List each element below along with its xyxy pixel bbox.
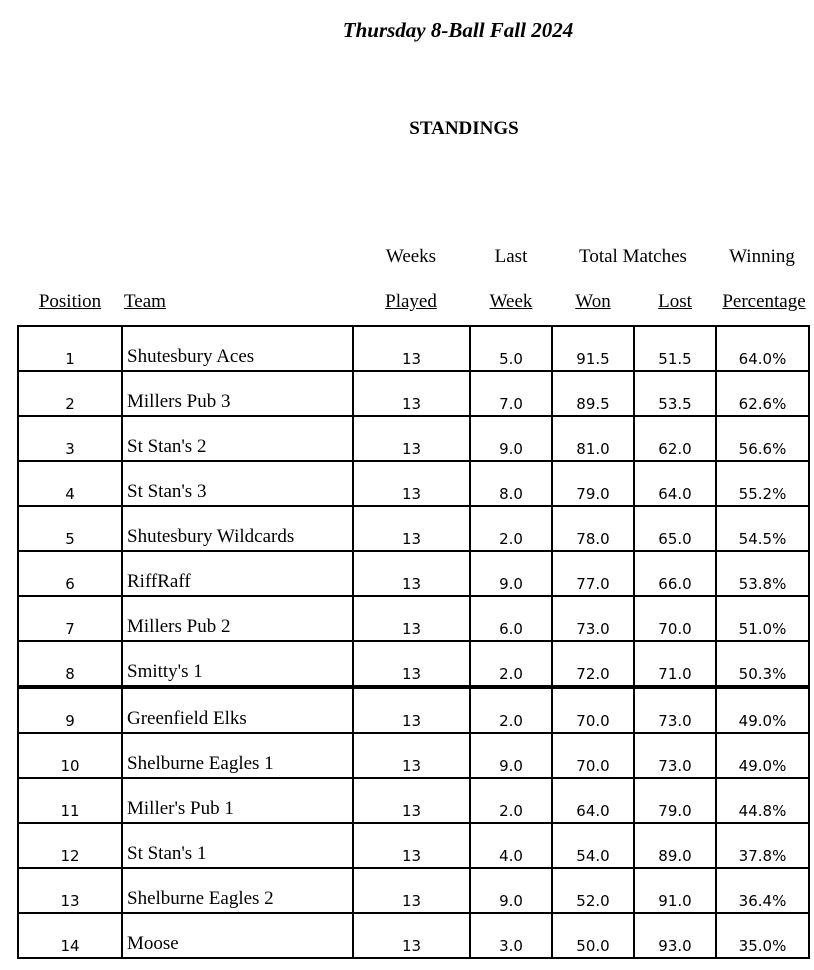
standings-heading: STANDINGS <box>409 118 519 139</box>
lost-cell: 71.0 <box>634 641 716 687</box>
page-title: Thursday 8-Ball Fall 2024 <box>342 18 574 42</box>
table-row <box>18 641 809 687</box>
percentage-cell: 36.4% <box>716 868 809 913</box>
position-cell: 4 <box>18 461 122 506</box>
won-cell: 52.0 <box>552 868 634 913</box>
total-matches-header: Total Matches <box>579 246 687 267</box>
won-cell: 64.0 <box>552 778 634 823</box>
last-header-top: Last <box>494 246 528 267</box>
percentage-cell: 53.8% <box>716 551 809 596</box>
percentage-cell: 35.0% <box>716 913 809 958</box>
position-cell: 11 <box>18 778 122 823</box>
lost-cell: 66.0 <box>634 551 716 596</box>
last-week-cell: 5.0 <box>470 326 552 371</box>
last-week-cell: 2.0 <box>470 506 552 551</box>
percentage-cell: 62.6% <box>716 371 809 416</box>
position-cell: 6 <box>18 551 122 596</box>
percentage-cell: 50.3% <box>716 641 809 687</box>
won-cell: 89.5 <box>552 371 634 416</box>
team-cell: Shutesbury Aces <box>122 326 353 371</box>
team-cell: St Stan's 1 <box>122 823 353 868</box>
table-row <box>18 416 809 461</box>
weeks-played-cell: 13 <box>353 733 470 778</box>
table-row <box>18 823 809 868</box>
last-week-cell: 6.0 <box>470 596 552 641</box>
percentage-cell: 55.2% <box>716 461 809 506</box>
table-row <box>18 371 809 416</box>
won-header: Won <box>575 291 611 312</box>
team-cell: Millers Pub 3 <box>122 371 353 416</box>
winning-header-top: Winning <box>729 246 795 267</box>
lost-cell: 53.5 <box>634 371 716 416</box>
team-cell: Shelburne Eagles 1 <box>122 733 353 778</box>
won-cell: 50.0 <box>552 913 634 958</box>
lost-cell: 70.0 <box>634 596 716 641</box>
lost-cell: 64.0 <box>634 461 716 506</box>
team-cell: Smitty's 1 <box>122 641 353 687</box>
lost-cell: 65.0 <box>634 506 716 551</box>
table-row <box>18 778 809 823</box>
weeks-played-cell: 13 <box>353 416 470 461</box>
position-cell: 13 <box>18 868 122 913</box>
position-cell: 2 <box>18 371 122 416</box>
last-week-cell: 8.0 <box>470 461 552 506</box>
won-cell: 81.0 <box>552 416 634 461</box>
position-header: Position <box>38 291 102 312</box>
position-cell: 10 <box>18 733 122 778</box>
table-row <box>18 913 809 958</box>
last-week-cell: 2.0 <box>470 778 552 823</box>
lost-cell: 93.0 <box>634 913 716 958</box>
percentage-cell: 64.0% <box>716 326 809 371</box>
team-cell: Moose <box>122 913 353 958</box>
last-week-cell: 7.0 <box>470 371 552 416</box>
table-row <box>18 687 809 733</box>
weeks-played-cell: 13 <box>353 596 470 641</box>
weeks-played-cell: 13 <box>353 326 470 371</box>
weeks-played-cell: 13 <box>353 641 470 687</box>
percentage-cell: 51.0% <box>716 596 809 641</box>
last-week-cell: 2.0 <box>470 641 552 687</box>
position-cell: 14 <box>18 913 122 958</box>
won-cell: 72.0 <box>552 641 634 687</box>
team-cell: St Stan's 2 <box>122 416 353 461</box>
table-row <box>18 461 809 506</box>
team-cell: Shutesbury Wildcards <box>122 506 353 551</box>
percentage-header: Percentage <box>722 291 806 312</box>
table-row <box>18 868 809 913</box>
weeks-played-cell: 13 <box>353 551 470 596</box>
weeks-played-cell: 13 <box>353 823 470 868</box>
team-cell: Greenfield Elks <box>122 687 353 733</box>
percentage-cell: 49.0% <box>716 687 809 733</box>
weeks-played-cell: 13 <box>353 506 470 551</box>
lost-cell: 79.0 <box>634 778 716 823</box>
table-row <box>18 733 809 778</box>
position-cell: 8 <box>18 641 122 687</box>
team-header: Team <box>124 291 166 312</box>
weeks-header-top: Weeks <box>385 246 437 267</box>
won-cell: 91.5 <box>552 326 634 371</box>
table-row <box>18 506 809 551</box>
table-row <box>18 596 809 641</box>
position-cell: 7 <box>18 596 122 641</box>
lost-header: Lost <box>658 291 692 312</box>
team-cell: Miller's Pub 1 <box>122 778 353 823</box>
team-cell: RiffRaff <box>122 551 353 596</box>
position-cell: 12 <box>18 823 122 868</box>
lost-cell: 51.5 <box>634 326 716 371</box>
percentage-cell: 44.8% <box>716 778 809 823</box>
team-cell: St Stan's 3 <box>122 461 353 506</box>
last-week-cell: 3.0 <box>470 913 552 958</box>
played-header: Played <box>385 291 437 312</box>
last-week-cell: 4.0 <box>470 823 552 868</box>
won-cell: 77.0 <box>552 551 634 596</box>
team-cell: Shelburne Eagles 2 <box>122 868 353 913</box>
percentage-cell: 37.8% <box>716 823 809 868</box>
lost-cell: 62.0 <box>634 416 716 461</box>
week-header: Week <box>489 291 533 312</box>
won-cell: 70.0 <box>552 733 634 778</box>
position-cell: 5 <box>18 506 122 551</box>
last-week-cell: 9.0 <box>470 416 552 461</box>
weeks-played-cell: 13 <box>353 778 470 823</box>
won-cell: 78.0 <box>552 506 634 551</box>
lost-cell: 89.0 <box>634 823 716 868</box>
lost-cell: 91.0 <box>634 868 716 913</box>
lost-cell: 73.0 <box>634 733 716 778</box>
percentage-cell: 54.5% <box>716 506 809 551</box>
position-cell: 3 <box>18 416 122 461</box>
won-cell: 54.0 <box>552 823 634 868</box>
lost-cell: 73.0 <box>634 687 716 733</box>
position-cell: 9 <box>18 687 122 733</box>
percentage-cell: 56.6% <box>716 416 809 461</box>
position-cell: 1 <box>18 326 122 371</box>
won-cell: 73.0 <box>552 596 634 641</box>
table-row <box>18 326 809 371</box>
won-cell: 79.0 <box>552 461 634 506</box>
weeks-played-cell: 13 <box>353 868 470 913</box>
weeks-played-cell: 13 <box>353 913 470 958</box>
table-row <box>18 551 809 596</box>
last-week-cell: 9.0 <box>470 733 552 778</box>
team-cell: Millers Pub 2 <box>122 596 353 641</box>
last-week-cell: 9.0 <box>470 868 552 913</box>
weeks-played-cell: 13 <box>353 687 470 733</box>
last-week-cell: 2.0 <box>470 687 552 733</box>
won-cell: 70.0 <box>552 687 634 733</box>
last-week-cell: 9.0 <box>470 551 552 596</box>
weeks-played-cell: 13 <box>353 371 470 416</box>
weeks-played-cell: 13 <box>353 461 470 506</box>
percentage-cell: 49.0% <box>716 733 809 778</box>
standings-table <box>17 325 810 959</box>
